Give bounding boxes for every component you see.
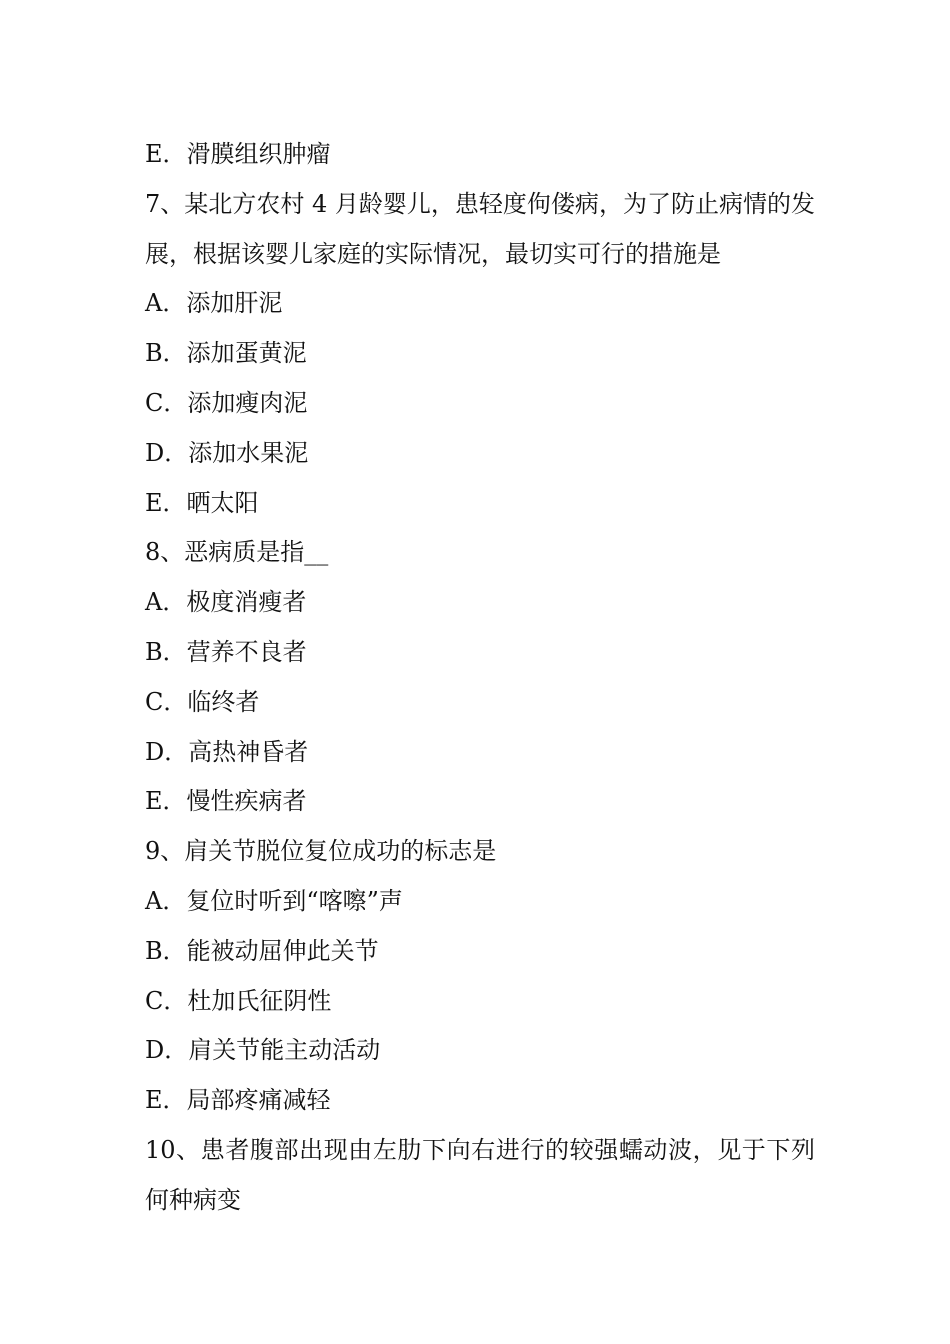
question-9: 9、肩关节脱位复位成功的标志是: [145, 837, 497, 866]
option-q9-a: A．复位时听到“喀嚓”声: [145, 886, 403, 915]
option-q6-e: E．滑膜组织肿瘤: [145, 140, 331, 168]
question-10: 10、患者腹部出现由左肋下向右进行的较强蠕动波，见于下列何种病变: [145, 1135, 815, 1214]
option-q7-e: E．晒太阳: [145, 488, 259, 517]
option-q9-d: D．肩关节能主动活动: [145, 1036, 381, 1065]
option-q7-d: D．添加水果泥: [145, 438, 309, 467]
option-q7-b: B．添加蛋黄泥: [145, 339, 307, 368]
question-7: 7、某北方农村 4 月龄婴儿，患轻度佝偻病，为了防止病情的发展，根据该婴儿家庭的实际情况，最切实可行的措施是: [145, 189, 815, 268]
option-q9-b: B．能被动屈伸此关节: [145, 936, 379, 965]
option-q8-b: B．营养不良者: [145, 637, 307, 666]
document-body: [145, 130, 815, 1226]
option-q8-d: D．高热神昏者: [145, 737, 309, 766]
option-q9-c: C．杜加氏征阴性: [145, 986, 332, 1015]
option-q9-e: E．局部疼痛减轻: [145, 1086, 331, 1115]
option-q7-c: C．添加瘦肉泥: [145, 388, 308, 417]
question-8: 8、恶病质是指__: [145, 538, 329, 567]
option-q8-c: C．临终者: [145, 687, 260, 716]
option-q8-a: A．极度消瘦者: [145, 588, 307, 617]
option-q7-a: A．添加肝泥: [145, 289, 283, 318]
option-q8-e: E．慢性疾病者: [145, 787, 307, 816]
